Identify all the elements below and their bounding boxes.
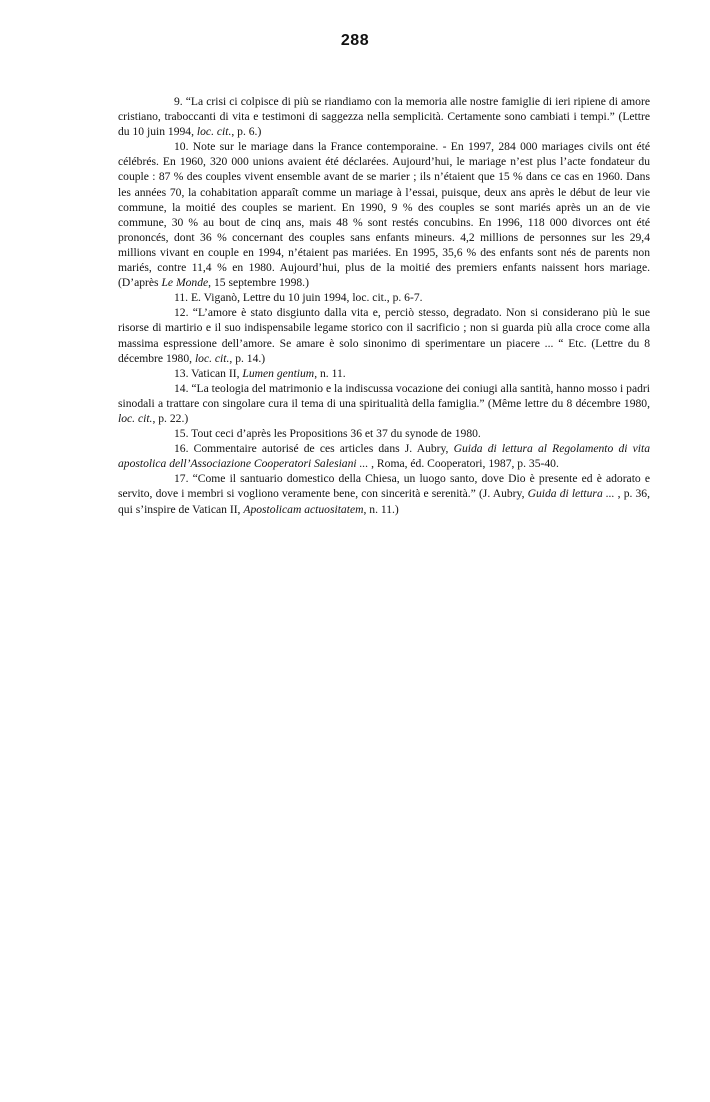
footnote-text: , n. 11. xyxy=(314,366,346,380)
footnote-text: , p. 14.) xyxy=(229,351,266,365)
footnote-italic-text: Le Monde xyxy=(161,276,209,290)
footnote-text: , Roma, éd. Cooperatori, 1987, p. 35-40. xyxy=(368,457,559,471)
footnote-text: , n. 11.) xyxy=(363,502,399,516)
footnote-12 xyxy=(118,305,650,365)
footnote-text: , 15 septembre 1998.) xyxy=(208,276,309,290)
footnote-text: 11. E. Viganò, Lettre du 10 juin 1994, loc. cit., p. 6-7. xyxy=(174,291,423,305)
footnote-16 xyxy=(118,441,650,471)
footnote-text: 17. “Come il santuario domestico della Chiesa, un luogo santo, dove Dio è presente ed è adorato e servito, dove i membri si vogliono veramente bene, con sincerità e serenità.” (J. Aubry, xyxy=(118,472,650,501)
footnote-italic-text: Guida di lettura al Regolamento di vita apostolica dell’Associazione Cooperatori Salesiani ... xyxy=(118,442,650,471)
page-number: 288 xyxy=(340,32,370,49)
footnote-11 xyxy=(118,290,650,305)
footnote-italic-text: Guida di lettura ... xyxy=(527,487,615,501)
footnote-9 xyxy=(118,94,650,139)
footnote-italic-text: Lumen gentium xyxy=(242,366,315,380)
footnotes-list xyxy=(118,94,650,517)
footnote-text: 14. “La teologia del matrimonio e la indiscussa vocazione dei coniugi alla santità, hanno mosso i padri sinodali a trattare con singolare cura il tema di una spiritualità della famiglia.” (Même lettre du 8 décembre 1980, xyxy=(118,381,650,410)
footnote-text: 12. “L’amore è stato disgiunto dalla vita e, perciò stesso, degradato. Non si considerano più le sue risorse di martirio e il suo indispensabile legame storico con il sacrificio ; non si guarda più alla croce come alla massima espressione dell’amore. Se amare è solo sinonimo di sperimentare un piacere ... “ Etc. (Lettre du 8 décembre 1980, xyxy=(118,306,650,365)
footnote-italic-text: loc. cit. xyxy=(118,411,153,425)
footnote-text: 13. Vatican II, xyxy=(174,366,243,380)
footnote-14 xyxy=(118,381,650,426)
footnote-15 xyxy=(118,426,650,441)
footnote-text: 10. Note sur le mariage dans la France contemporaine. - En 1997, 284 000 mariages civils ont été célébrés. En 1960, 320 000 unions avaient été déclarées. Aujourd’hui, le mariage n’est plus l’acte fondateur du couple : 87 % des couples vivent ensemble avant de se marier ; ils n’étaient que 15 % dans ce cas en 1960. Dans les années 70, la cohabitation apparaît comme un mariage à l’essai, puisque, deux ans après le début de leur vie commune, la moitié des couples se marient. En 1990, 9 % des couples se sont mariés après un an de vie commune, 30 % au bout de cinq ans, mais 48 % sont restés concubins. En 1996, 118 000 divorces ont été prononcés, dont 36 % concernant des couples sans enfants mineurs. 4,2 millions de personnes sur les 29,4 millions vivant en couple en 1994, n’étaient pas mariées. En 1995, 35,6 % des enfants sont nés de parents non mariés, contre 11,4 % en 1980. Aujourd’hui, plus de la moitié des premiers enfants naissent hors mariage. (D’après xyxy=(118,140,650,290)
footnote-text: 15. Tout ceci d’après les Propositions 36 et 37 du synode de 1980. xyxy=(174,427,481,441)
footnote-italic-text: loc. cit. xyxy=(196,125,232,139)
footnote-italic-text: loc. cit. xyxy=(194,351,230,365)
footnote-17 xyxy=(118,471,650,516)
footnote-italic-text: Apostolicam actuositatem xyxy=(243,502,364,516)
footnote-text: 16. Commentaire autorisé de ces articles dans J. Aubry, xyxy=(174,442,454,456)
footnote-text: 9. “La crisi ci colpisce di più se riandiamo con la memoria alle nostre famiglie di ieri ripiene di amore cristiano, traboccanti di vita e testimoni di saggezza nella semplicità. Certamente sono cambiati i tempi.” (Lettre du 10 juin 1994, xyxy=(118,95,650,139)
footnote-text: , p. 6.) xyxy=(231,125,262,139)
footnote-10 xyxy=(118,139,650,290)
footnote-13 xyxy=(118,366,650,381)
footnote-text: , p. 22.) xyxy=(152,411,189,425)
footnote-text: , p. 36, qui s’inspire de Vatican II, xyxy=(118,487,650,516)
